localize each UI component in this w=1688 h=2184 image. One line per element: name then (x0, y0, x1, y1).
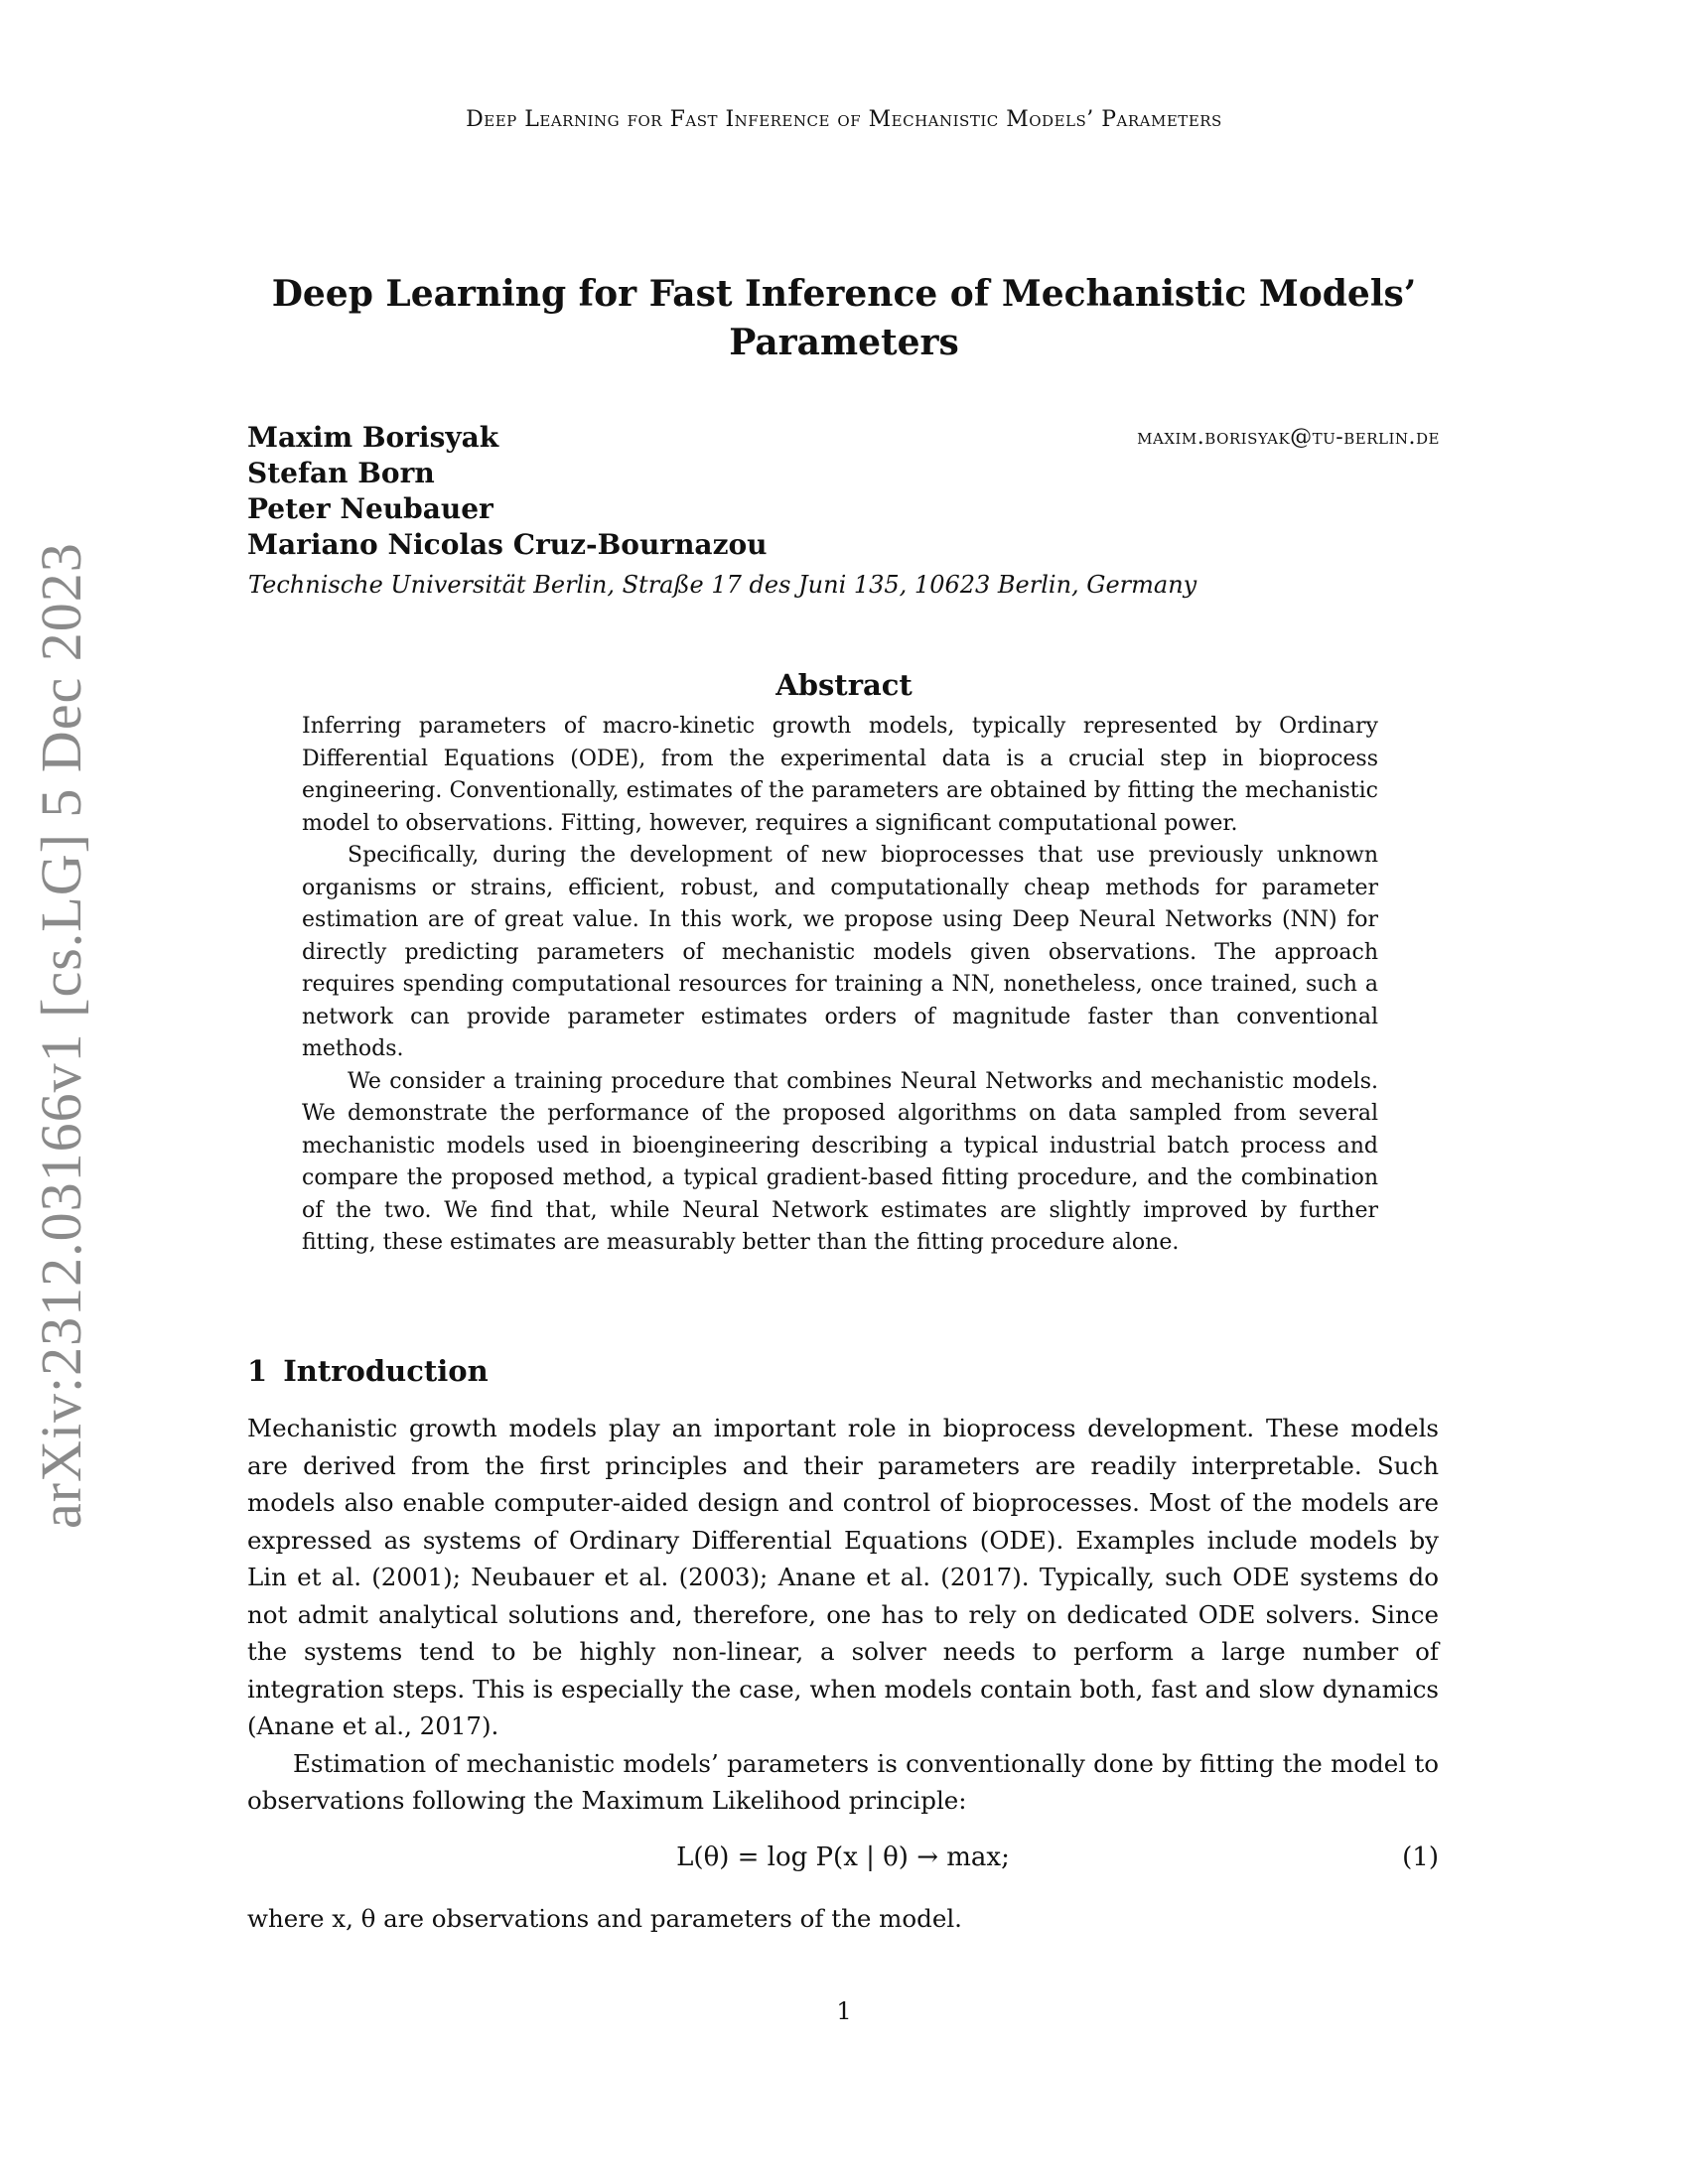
author-name: Maxim Borisyak (247, 421, 499, 454)
abstract-heading: Abstract (775, 668, 913, 702)
body-paragraph: Estimation of mechanistic models’ parameters is conventionally done by fitting the model to observations following the Maximum Likelihood principle: (247, 1748, 1439, 1815)
section-title: Introduction (283, 1354, 489, 1388)
running-head: Deep Learning for Fast Inference of Mechanistic Models’ Parameters (466, 107, 1222, 132)
section-number: 1 (247, 1354, 268, 1388)
body-paragraph: Mechanistic growth models play an important role in bioprocess development. These models are derived from the first principles and their parameters are readily interpretable. Such models also enable computer-aided design and control of bioprocesses. Most of the models are expressed as systems of Ordinary Differential Equations (ODE). Examples include models by Lin et al. (2001); Neubauer et al. (2003); Anane et al. (2017). Typically, such ODE systems do not admit analytical solutions and, therefore, one has to rely on dedicated ODE solvers. Since the systems tend to be highly non-linear, a solver needs to perform a large number of integration steps. This is especially the case, when models contain both, fast and slow dynamics (Anane et al., 2017). (247, 1414, 1439, 1740)
abstract-paragraph: We consider a training procedure that combines Neural Networks and mechanistic models. We demonstrate the performance of the proposed algorithms on data sampled from several mechanistic models used in bioengineering describing a typical industrial batch process and compare the proposed method, a typical gradient-based fitting procedure, and the combination of the two. We find that, while Neural Network estimates are slightly improved by further fitting, these estimates are measurably better than the fitting procedure alone. (302, 1068, 1378, 1255)
section-body (247, 1410, 1439, 1820)
equation-number: (1) (1402, 1843, 1439, 1872)
post-equation-text: where x, θ are observations and parameters of the model. (247, 1904, 962, 1933)
author-name: Mariano Nicolas Cruz-Bournazou (247, 528, 768, 561)
equation-1 (247, 1843, 1439, 1882)
paper-title (248, 270, 1440, 367)
abstract-paragraph: Inferring parameters of macro-kinetic growth models, typically represented by Ordinary Differential Equations (ODE), from the experimental data is a crucial step in bioprocess engineering. Conventionally, estimates of the parameters are obtained by fitting the mechanistic model to observations. Fitting, however, requires a significant computational power. (302, 714, 1378, 836)
title-line-1: Deep Learning for Fast Inference of Mechanistic Models’ (271, 273, 1417, 315)
equation-expression: L(θ) = log P(x | θ) → max; (676, 1843, 1010, 1872)
title-line-2: Parameters (729, 322, 959, 363)
author-name: Stefan Born (247, 457, 435, 489)
abstract-paragraph: Specifically, during the development of new bioprocesses that use previously unknown organisms or strains, efficient, robust, and computationally cheap methods for parameter estimation are of great value. In this work, we propose using Deep Neural Networks (NN) for directly predicting parameters of mechanistic models given observations. The approach requires spending computational resources for training a NN, nonetheless, once trained, such a network can provide parameter estimates orders of magnitude faster than conventional methods. (302, 843, 1378, 1061)
page-number: 1 (836, 1997, 852, 2025)
affiliation: Technische Universität Berlin, Straße 17 des Juni 135, 10623 Berlin, Germany (248, 571, 1197, 599)
author-name: Peter Neubauer (247, 492, 493, 525)
section-heading (247, 1354, 1042, 1388)
arxiv-identifier-stamp: arXiv:2312.03166v1 [cs.LG] 5 Dec 2023 (29, 542, 93, 1529)
abstract-body (302, 711, 1378, 1260)
author-email: maxim.borisyak@tu-berlin.de (1137, 425, 1440, 450)
